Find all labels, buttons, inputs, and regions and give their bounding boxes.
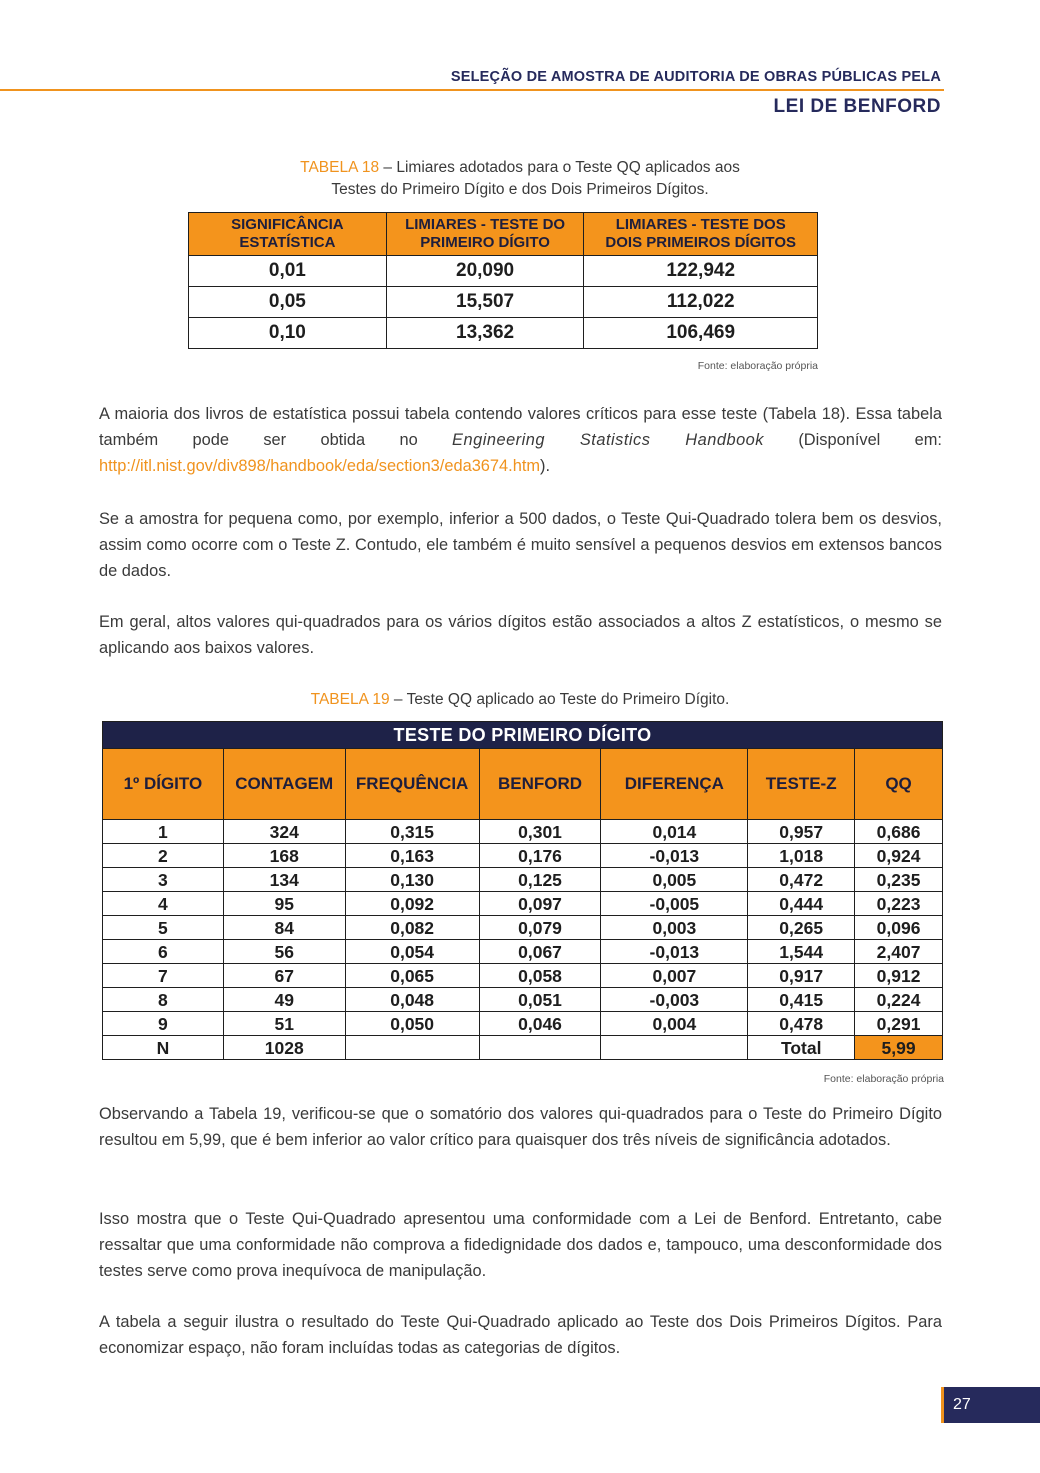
- table19-cell: 1,544: [748, 940, 855, 964]
- table19-header-cell: QQ: [855, 749, 943, 820]
- table19-cell: 0,315: [345, 820, 479, 844]
- table19-cell: 4: [103, 892, 224, 916]
- table19-cell: -0,003: [601, 988, 748, 1012]
- paragraph-1: A maioria dos livros de estatística possui tabela contendo valores críticos para esse teste (Tabela 18). Essa tabela também pode ser obtida no Engineering Statistics Handbook (Disponível em: http://itl.nist.gov/div898/handbook/eda/section3/eda3674.htm).: [99, 405, 942, 475]
- paragraph-2: Se a amostra for pequena como, por exemplo, inferior a 500 dados, o Teste Qui-Quadrado tolera bem os desvios, assim como ocorre com o Teste Z. Contudo, ele também é muito sensível a pequenos desvios em extensos bancos de dados.: [99, 510, 942, 580]
- table-row: [189, 256, 818, 287]
- table19-cell: 0,415: [748, 988, 855, 1012]
- table18-caption-label: TABELA 18: [300, 159, 380, 176]
- table19-cell: 0,092: [345, 892, 479, 916]
- table18-header-row: [189, 213, 818, 256]
- table18-header-cell: LIMIARES - TESTE DO PRIMEIRO DÍGITO: [386, 213, 584, 256]
- table19-cell: 0,007: [601, 964, 748, 988]
- table19-title: TESTE DO PRIMEIRO DÍGITO: [103, 722, 943, 749]
- table19-cell: 0,301: [479, 820, 601, 844]
- table19-header-cell: TESTE-Z: [748, 749, 855, 820]
- table18-caption-line2: Testes do Primeiro Dígito e dos Dois Primeiros Dígitos.: [331, 181, 709, 198]
- table19-cell: 0,067: [479, 940, 601, 964]
- table19-cell: 0,014: [601, 820, 748, 844]
- table-row: [103, 940, 943, 964]
- table19-cell: 0,125: [479, 868, 601, 892]
- table19-title-row: [103, 722, 943, 749]
- table19-cell: 0,004: [601, 1012, 748, 1036]
- table18-cell: 20,090: [386, 256, 584, 287]
- table19-caption: [0, 689, 1040, 711]
- table19-cell: 0,046: [479, 1012, 601, 1036]
- table-row: [103, 868, 943, 892]
- table19-cell: 324: [223, 820, 345, 844]
- table19-header-cell: 1º DÍGITO: [103, 749, 224, 820]
- table19-caption-text: – Teste QQ aplicado ao Teste do Primeiro Dígito.: [389, 691, 730, 708]
- table19-cell: 0,265: [748, 916, 855, 940]
- table19-cell: 0,096: [855, 916, 943, 940]
- table-row: [103, 820, 943, 844]
- table19-cell: N: [103, 1036, 224, 1060]
- table19-caption-label: TABELA 19: [310, 691, 390, 708]
- table19-cell: 0,005: [601, 868, 748, 892]
- paragraph-4: Observando a Tabela 19, verificou-se que o somatório dos valores qui-quadrados para o Teste do Primeiro Dígito resultou em 5,99, que é bem inferior ao valor crítico para quaisquer dos três níveis de significância adotados.: [99, 1105, 942, 1149]
- table19-cell: 0,917: [748, 964, 855, 988]
- table19-cell: 0,686: [855, 820, 943, 844]
- handbook-title: Engineering Statistics Handbook: [452, 431, 764, 449]
- table18-caption: [0, 157, 1040, 201]
- table19-total-label: Total: [748, 1036, 855, 1060]
- table18-cell: 0,10: [189, 318, 387, 349]
- table19-cell: 7: [103, 964, 224, 988]
- page-number-accent: [941, 1387, 944, 1423]
- table19-cell: 0,912: [855, 964, 943, 988]
- table-row: [103, 844, 943, 868]
- table-row: [103, 916, 943, 940]
- table19-cell: 3: [103, 868, 224, 892]
- table18-cell: 122,942: [584, 256, 818, 287]
- table18-cell: 0,01: [189, 256, 387, 287]
- table19-cell: -0,013: [601, 940, 748, 964]
- page-number-badge: [941, 1387, 1040, 1423]
- header-title-line2: LEI DE BENFORD: [773, 96, 941, 117]
- table-row: [103, 1012, 943, 1036]
- table19-cell: 0,079: [479, 916, 601, 940]
- table18-cell: 13,362: [386, 318, 584, 349]
- table19-header-cell: CONTAGEM: [223, 749, 345, 820]
- table19-cell: 6: [103, 940, 224, 964]
- table19-header-row: [103, 749, 943, 820]
- table19-cell: 67: [223, 964, 345, 988]
- table19-cell: 0,054: [345, 940, 479, 964]
- nist-handbook-link[interactable]: http://itl.nist.gov/div898/handbook/eda/section3/eda3674.htm: [99, 457, 541, 475]
- paragraph-5: Isso mostra que o Teste Qui-Quadrado apresentou uma conformidade com a Lei de Benford. Entretanto, cabe ressaltar que uma conformidade não comprova a fidedignidade dos dados e, tampouco, uma desconformidade dos testes serve como prova inequívoca de manipulação.: [99, 1210, 942, 1280]
- paragraph-6: A tabela a seguir ilustra o resultado do Teste Qui-Quadrado aplicado ao Teste dos Dois Primeiros Dígitos. Para economizar espaço, não foram incluídas todas as categorias de dígitos.: [99, 1313, 942, 1357]
- table19-cell: -0,005: [601, 892, 748, 916]
- header-title-line1: SELEÇÃO DE AMOSTRA DE AUDITORIA DE OBRAS PÚBLICAS PELA: [450, 69, 941, 85]
- table19-cell: 0,444: [748, 892, 855, 916]
- table19-cell: 0,065: [345, 964, 479, 988]
- table19-cell: 134: [223, 868, 345, 892]
- table19-source: Fonte: elaboração própria: [823, 1073, 944, 1085]
- table19-cell: 0,224: [855, 988, 943, 1012]
- table19-header-cell: FREQUÊNCIA: [345, 749, 479, 820]
- table19-cell: 1,018: [748, 844, 855, 868]
- table-row: [189, 287, 818, 318]
- table19-cell: 0,163: [345, 844, 479, 868]
- table19-cell: [479, 1036, 601, 1060]
- table19-cell: 2,407: [855, 940, 943, 964]
- table19-cell: [601, 1036, 748, 1060]
- table-row: [103, 964, 943, 988]
- table19-cell: 8: [103, 988, 224, 1012]
- table19-cell: 0,003: [601, 916, 748, 940]
- paragraph-3: Em geral, altos valores qui-quadrados para os vários dígitos estão associados a altos Z estatísticos, o mesmo se aplicando aos baixos valores.: [99, 613, 942, 657]
- table19-cell: 0,291: [855, 1012, 943, 1036]
- table19-cell: 0,924: [855, 844, 943, 868]
- table19: [102, 721, 943, 1060]
- table19-total-value: 5,99: [855, 1036, 943, 1060]
- table19-cell: 95: [223, 892, 345, 916]
- table19-cell: 0,223: [855, 892, 943, 916]
- table19-cell: 0,235: [855, 868, 943, 892]
- table19-cell: 0,051: [479, 988, 601, 1012]
- table19-cell: 1: [103, 820, 224, 844]
- table19-cell: 0,130: [345, 868, 479, 892]
- table19-cell: 0,082: [345, 916, 479, 940]
- table19-cell: 5: [103, 916, 224, 940]
- page-number: 27: [953, 1396, 971, 1413]
- table18-cell: 15,507: [386, 287, 584, 318]
- table19-cell: 0,176: [479, 844, 601, 868]
- table19-cell: -0,013: [601, 844, 748, 868]
- table18: [188, 212, 818, 349]
- table18-header-cell: LIMIARES - TESTE DOS DOIS PRIMEIROS DÍGITOS: [584, 213, 818, 256]
- table19-cell: 56: [223, 940, 345, 964]
- table-row: [103, 892, 943, 916]
- table19-cell: 51: [223, 1012, 345, 1036]
- table18-source: Fonte: elaboração própria: [697, 360, 818, 372]
- table19-cell: 2: [103, 844, 224, 868]
- table19-cell: 0,957: [748, 820, 855, 844]
- table19-cell: 0,050: [345, 1012, 479, 1036]
- table19-cell: 168: [223, 844, 345, 868]
- header-rule: [0, 89, 944, 91]
- table18-cell: 0,05: [189, 287, 387, 318]
- table19-header-cell: BENFORD: [479, 749, 601, 820]
- table18-cell: 112,022: [584, 287, 818, 318]
- table19-cell: [345, 1036, 479, 1060]
- table19-total-row: [103, 1036, 943, 1060]
- table19-cell: 1028: [223, 1036, 345, 1060]
- table18-cell: 106,469: [584, 318, 818, 349]
- table18-header-cell: SIGNIFICÂNCIA ESTATÍSTICA: [189, 213, 387, 256]
- table19-body: [103, 820, 943, 1060]
- table18-caption-line1: – Limiares adotados para o Teste QQ aplicados aos: [379, 159, 740, 176]
- table19-cell: 0,478: [748, 1012, 855, 1036]
- table19-header-cell: DIFERENÇA: [601, 749, 748, 820]
- table-row: [189, 318, 818, 349]
- table-row: [103, 988, 943, 1012]
- table19-cell: 84: [223, 916, 345, 940]
- table19-cell: 9: [103, 1012, 224, 1036]
- table19-cell: 0,472: [748, 868, 855, 892]
- table19-cell: 49: [223, 988, 345, 1012]
- table19-cell: 0,048: [345, 988, 479, 1012]
- table19-cell: 0,058: [479, 964, 601, 988]
- table19-cell: 0,097: [479, 892, 601, 916]
